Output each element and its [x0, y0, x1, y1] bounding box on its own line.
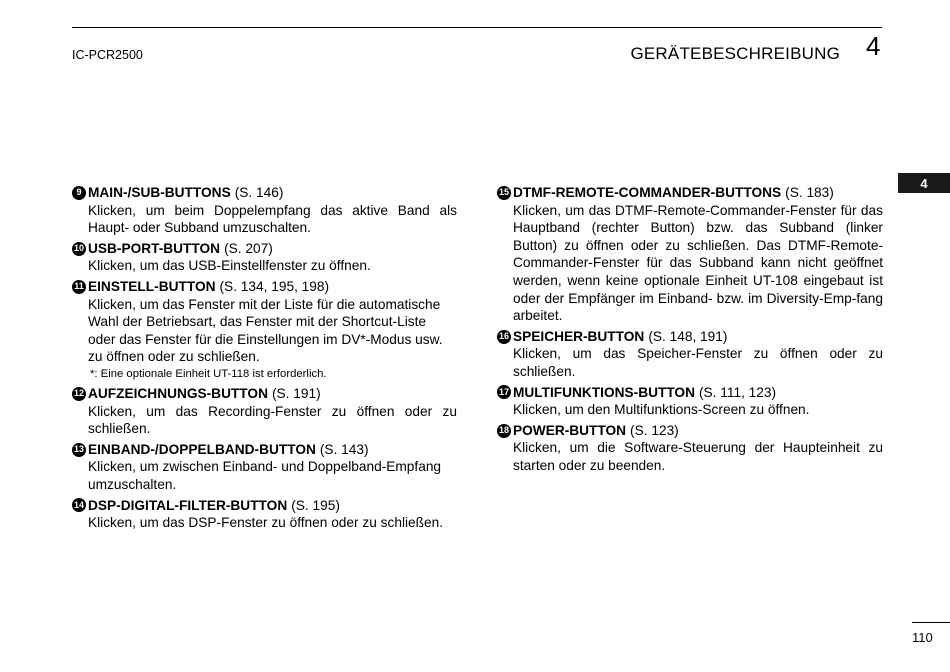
item-title: MAIN-/SUB-BUTTONS — [88, 185, 231, 200]
item-number-badge: 9 — [72, 186, 86, 200]
header-rule — [72, 27, 882, 28]
item-description: Klicken, um beim Doppelempfang das aktive Band als Haupt- oder Subband umzuschalten. — [88, 202, 457, 236]
item-number-badge: 11 — [72, 280, 86, 294]
item-number-badge: 18 — [497, 424, 511, 438]
section-number: 4 — [866, 31, 881, 61]
list-item — [72, 441, 457, 494]
item-title: DTMF-REMOTE-COMMANDER-BUTTONS — [513, 185, 782, 200]
item-title: POWER-BUTTON — [513, 422, 627, 438]
right-column — [497, 184, 883, 478]
list-item — [72, 184, 457, 237]
item-title: SPEICHER-BUTTON — [513, 328, 645, 344]
footnote: *: Eine optionale Einheit UT-118 ist erforderlich. — [90, 367, 327, 380]
item-number-badge: 16 — [497, 330, 511, 344]
item-title: EINBAND-/DOPPELBAND-BUTTON — [88, 441, 316, 457]
model-name: IC-PCR2500 — [72, 48, 143, 62]
item-description: Klicken, um die Software-Steuerung der Haupteinheit zu starten oder zu beenden. — [513, 440, 883, 473]
item-title: DSP-DIGITAL-FILTER-BUTTON — [88, 497, 288, 513]
item-number-badge: 13 — [72, 443, 86, 457]
item-title: MULTIFUNKTIONS-BUTTON — [513, 384, 695, 400]
item-description: Klicken, um das DTMF-Remote-Commander-Fenster für das Hauptband (rechter Button) bzw. das Subband (linker Button) zu öffnen oder zu schließen. Das DTMF-Remote-Commander-Fenster für das Subband kann nicht geöffnet werden, wenn keine optionale Einheit UT-108 eingebaut ist oder der Empfänger im Einband- bzw. im Diversity-Emp-fang arbeitet. — [513, 202, 883, 324]
left-column — [72, 184, 457, 535]
item-page-ref: (S. 183) — [785, 185, 834, 200]
item-page-ref: (S. 146) — [234, 185, 284, 200]
list-item — [497, 184, 883, 325]
list-item — [72, 278, 457, 382]
item-description: Klicken, um das Recording-Fenster zu öffnen oder zu schließen. — [88, 403, 457, 437]
footer-rule — [912, 622, 950, 623]
page-number: 110 — [912, 630, 933, 645]
list-item — [72, 240, 457, 275]
item-title: EINSTELL-BUTTON — [88, 278, 216, 294]
chapter-tab: 4 — [898, 173, 950, 193]
item-description: Klicken, um zwischen Einband- und Doppelband-Empfang umzuschalten. — [88, 459, 442, 492]
list-item — [72, 385, 457, 438]
item-page-ref: (S. 134, 195, 198) — [219, 278, 330, 294]
item-description: Klicken, um das Fenster mit der Liste für die automatische Wahl der Betriebsart, das Fenster mit der Shortcut-Liste oder das Fenster für die Einstellungen im DV*-Modus usw. zu öffnen oder zu schließen. — [88, 296, 443, 365]
item-title: AUFZEICHNUNGS-BUTTON — [88, 385, 268, 401]
item-page-ref: (S. 123) — [630, 422, 679, 438]
item-title: USB-PORT-BUTTON — [88, 240, 221, 256]
item-description: Klicken, um den Multifunktions-Screen zu öffnen. — [513, 402, 810, 418]
item-number-badge: 14 — [72, 498, 86, 512]
item-description: Klicken, um das USB-Einstellfenster zu öffnen. — [88, 258, 371, 274]
list-item — [497, 384, 883, 419]
list-item — [497, 328, 883, 381]
item-page-ref: (S. 143) — [319, 441, 369, 457]
item-page-ref: (S. 207) — [224, 240, 273, 256]
item-page-ref: (S. 111, 123) — [698, 384, 777, 400]
section-title: GERÄTEBESCHREIBUNG — [630, 44, 840, 63]
item-number-badge: 15 — [497, 186, 511, 200]
item-description: Klicken, um das DSP-Fenster zu öffnen oder zu schließen. — [88, 515, 444, 531]
list-item — [72, 497, 457, 532]
item-page-ref: (S. 148, 191) — [648, 328, 728, 344]
item-number-badge: 10 — [72, 242, 86, 256]
item-page-ref: (S. 191) — [271, 385, 321, 401]
item-page-ref: (S. 195) — [291, 497, 340, 513]
item-number-badge: 12 — [72, 387, 86, 401]
item-number-badge: 17 — [497, 385, 511, 399]
list-item — [497, 422, 883, 475]
item-description: Klicken, um das Speicher-Fenster zu öffnen oder zu schließen. — [513, 346, 883, 379]
